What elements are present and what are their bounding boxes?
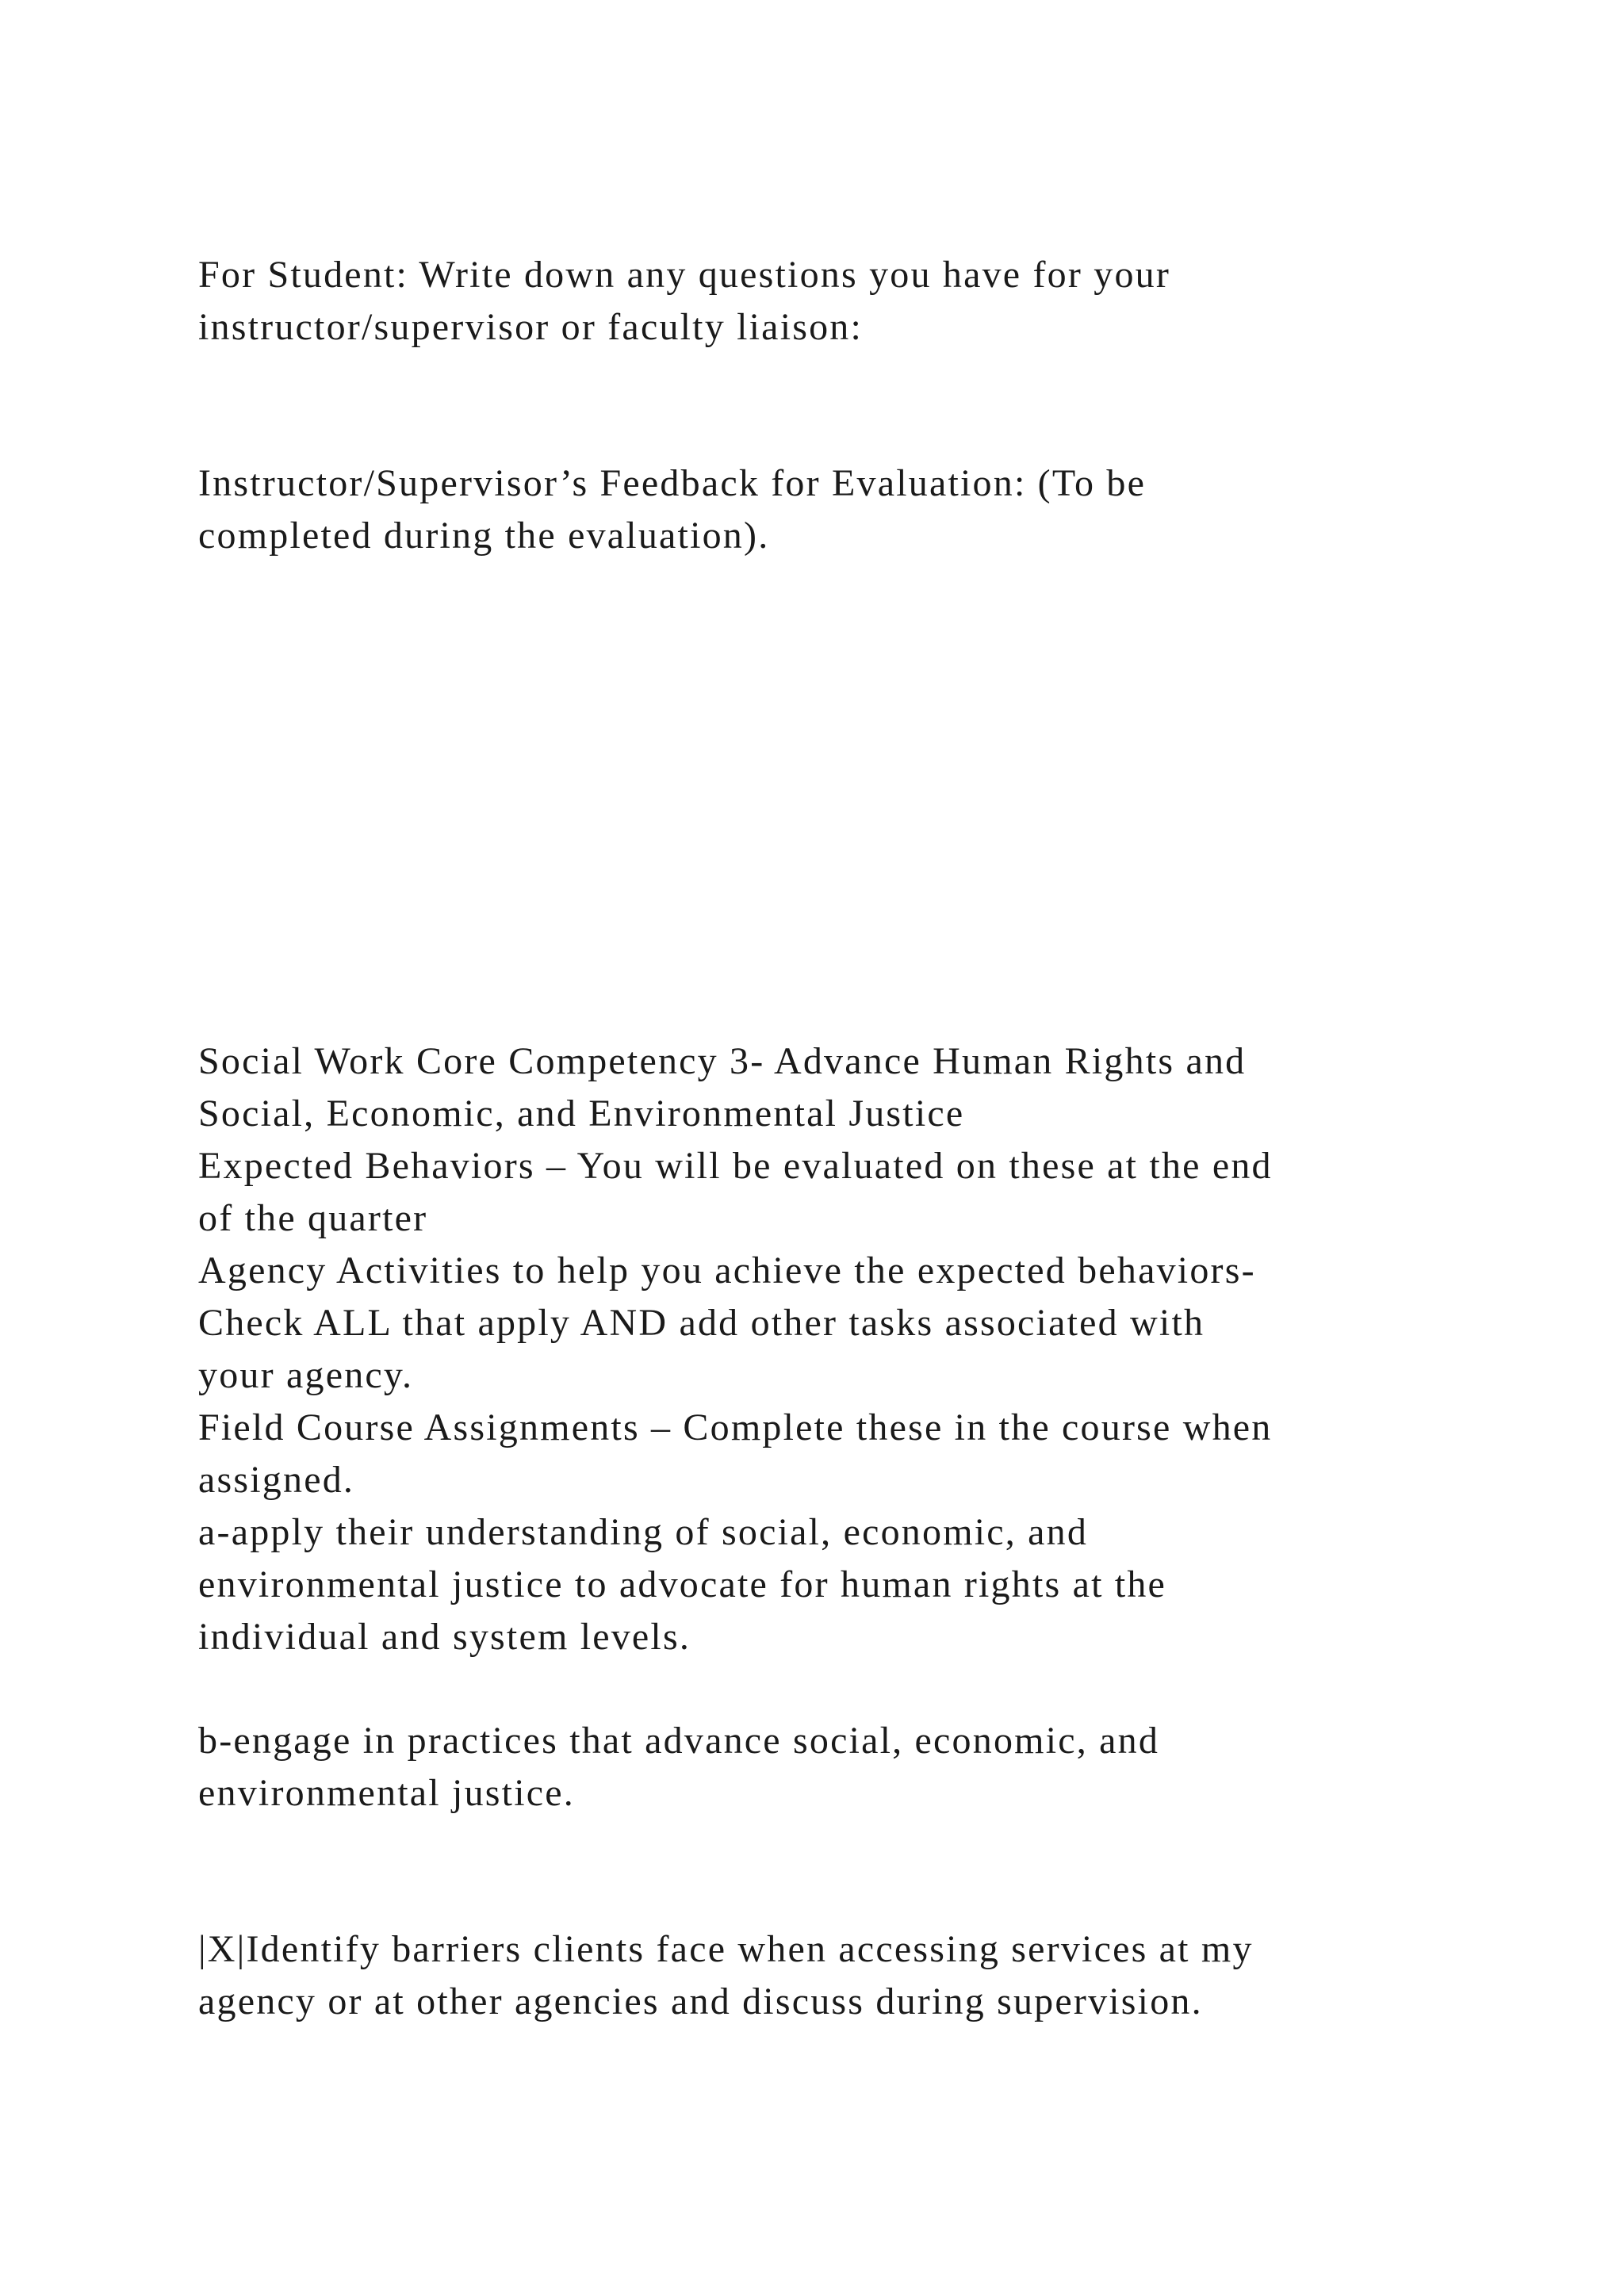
checked-activity-line-1: |X|Identify barriers clients face when accessing services at my (198, 1928, 1254, 1970)
behavior-a-line-1: a-apply their understanding of social, economic, and (198, 1511, 1089, 1553)
expected-behaviors-line-2: of the quarter (198, 1197, 428, 1239)
supervisor-feedback-line-1: Instructor/Supervisor’s Feedback for Evaluation: (To be (198, 462, 1147, 504)
agency-activities-line-2: Check ALL that apply AND add other tasks associated with (198, 1302, 1205, 1344)
expected-behaviors-line-1: Expected Behaviors – You will be evaluated on these at the end (198, 1145, 1273, 1187)
agency-activities-line-3: your agency. (198, 1354, 414, 1396)
student-questions-line-1: For Student: Write down any questions you have for your (198, 254, 1171, 296)
checked-activity-line-2: agency or at other agencies and discuss during supervision. (198, 1980, 1203, 2022)
behavior-b-line-1: b-engage in practices that advance social, economic, and (198, 1720, 1160, 1762)
student-questions-line-2: instructor/supervisor or faculty liaison: (198, 306, 864, 348)
supervisor-feedback-line-2: completed during the evaluation). (198, 515, 770, 557)
field-course-line-1: Field Course Assignments – Complete these in the course when (198, 1406, 1273, 1448)
behavior-a-line-3: individual and system levels. (198, 1616, 691, 1658)
behavior-a-line-2: environmental justice to advocate for human rights at the (198, 1563, 1167, 1605)
competency-title-line-1: Social Work Core Competency 3- Advance Human Rights and (198, 1040, 1247, 1082)
behavior-b-line-2: environmental justice. (198, 1772, 575, 1814)
field-course-line-2: assigned. (198, 1459, 355, 1501)
agency-activities-line-1: Agency Activities to help you achieve the expected behaviors- (198, 1249, 1256, 1292)
competency-title-line-2: Social, Economic, and Environmental Justice (198, 1093, 965, 1135)
